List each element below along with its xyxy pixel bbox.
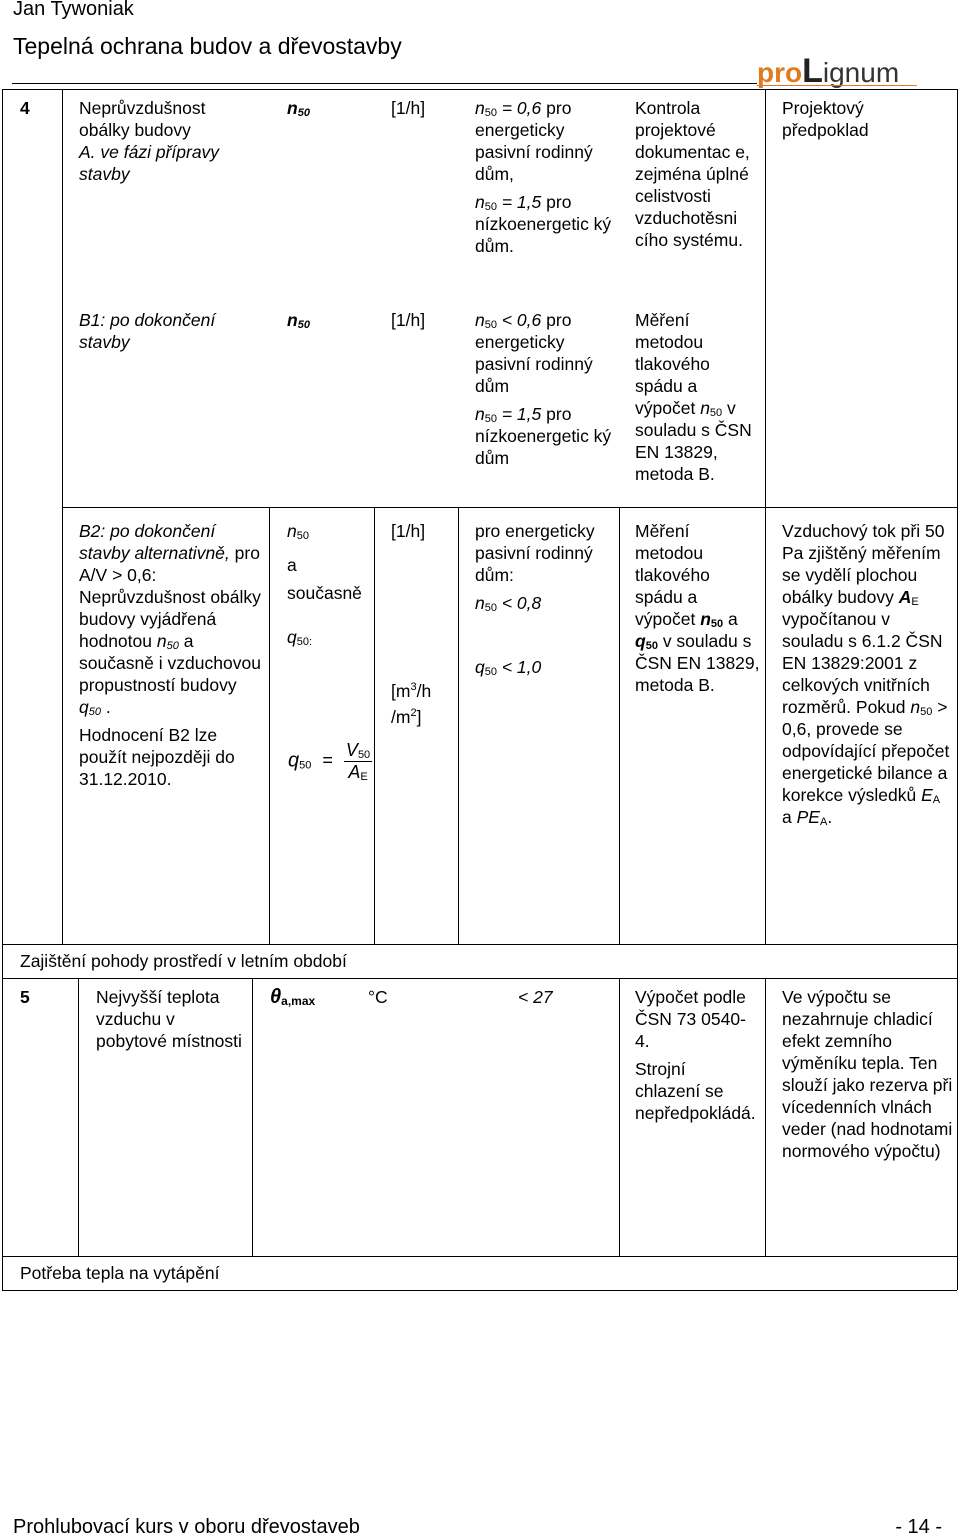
page-number: - 14 - bbox=[895, 1516, 942, 1538]
row5-note: Ve výpočtu se nezahrnuje chladicí efekt zemního výměníku tepla. Ten slouží jako rezerva při vícedenních vlnách veder (nad hodnotami normového výpočtu) bbox=[782, 987, 953, 1161]
section-summer-comfort: Zajištění pohody prostředí v letním období bbox=[20, 951, 347, 971]
rowB1-symbol: n50 bbox=[287, 310, 310, 331]
rowB1-method: Měření metodou tlakového spádu a výpočet n50 v souladu s ČSN EN 13829, metoda B. bbox=[635, 310, 752, 484]
rowB2-requirement: pro energeticky pasivní rodinný dům: n50 < 0,8 q50 < 1,0 bbox=[475, 521, 595, 678]
footer-course-name: Prohlubovací kurs v oboru dřevostaveb bbox=[13, 1516, 360, 1538]
rowB2-unit: [1/h] [$m^3/h$ $/m^2$] bbox=[391, 521, 432, 727]
rowB2-formula: q50 = $\frac{V50}{AE}$ bbox=[288, 740, 371, 783]
rowB2-note: Vzduchový tok při 50 Pa zjištěný měřením se vydělí plochou obálky budovy AE vypočítanou v souladu s 6.1.2 ČSN EN 13829:2001 z celkových vnitřních rozměrů. Pokud n50 > 0,6, provede se odpovídající přepočet energetické bilance a korekce výsledků EA a PEA. bbox=[782, 521, 950, 828]
section-heating-demand: Potřeba tepla na vytápění bbox=[20, 1263, 220, 1283]
row4-title: Neprůvzdušnost obálky budovy A. ve fázi přípravy stavby bbox=[79, 98, 220, 184]
row4-symbol: n50 bbox=[287, 98, 310, 119]
row4-number: 4 bbox=[20, 98, 30, 118]
logo-underline bbox=[757, 85, 917, 86]
row5-requirement: < 27 bbox=[518, 987, 553, 1007]
rowB2-method: Měření metodou tlakového spádu a výpočet n50 a q50 v souladu s ČSN EN 13829, metoda B. bbox=[635, 521, 760, 695]
rowB1-title: B1: po dokončení stavby bbox=[79, 310, 216, 352]
row5-method: Výpočet podle ČSN 73 0540-4. Strojní chlazení se nepředpokládá. bbox=[635, 987, 756, 1123]
header-rule bbox=[12, 83, 757, 84]
row5-title: Nejvyšší teplota vzduchu v pobytové místnosti bbox=[96, 987, 242, 1051]
row4-unit: [1/h] bbox=[391, 98, 426, 118]
document-title: Tepelná ochrana budov a dřevostavby bbox=[13, 33, 402, 59]
rowB2-title: B2: po dokončení stavby alternativně, pro A/V > 0,6: Neprůvzdušnost obálky budovy vyjádřená hodnotou n50 a současně i vzduchovou propustností budovy q50 . Hodnocení B2 lze použít nejpozději do 31.12.2010. bbox=[79, 521, 261, 789]
row5-unit: °C bbox=[368, 987, 388, 1007]
row4-note: Projektový předpoklad bbox=[782, 98, 869, 140]
row5-symbol: θa,max bbox=[270, 986, 316, 1008]
rowB1-unit: [1/h] bbox=[391, 310, 426, 330]
row5-number: 5 bbox=[20, 987, 30, 1007]
prolignum-logo: proLignum bbox=[757, 52, 900, 90]
rowB1-requirement: n50 < 0,6 pro energeticky pasivní rodinný dům n50 = 1,5 pro nízkoenergetic ký dům bbox=[475, 310, 612, 468]
row4-method: Kontrola projektové dokumentac e, zejména úplné celistvosti vzduchotěsni cího systému. bbox=[635, 98, 750, 250]
row4-requirement: n50 = 0,6 pro energeticky pasivní rodinný dům, n50 = 1,5 pro nízkoenergetic ký dům. bbox=[475, 98, 612, 256]
rowB2-symbol: n50 a současně q50: bbox=[287, 521, 362, 648]
author-name: Jan Tywoniak bbox=[13, 0, 134, 20]
